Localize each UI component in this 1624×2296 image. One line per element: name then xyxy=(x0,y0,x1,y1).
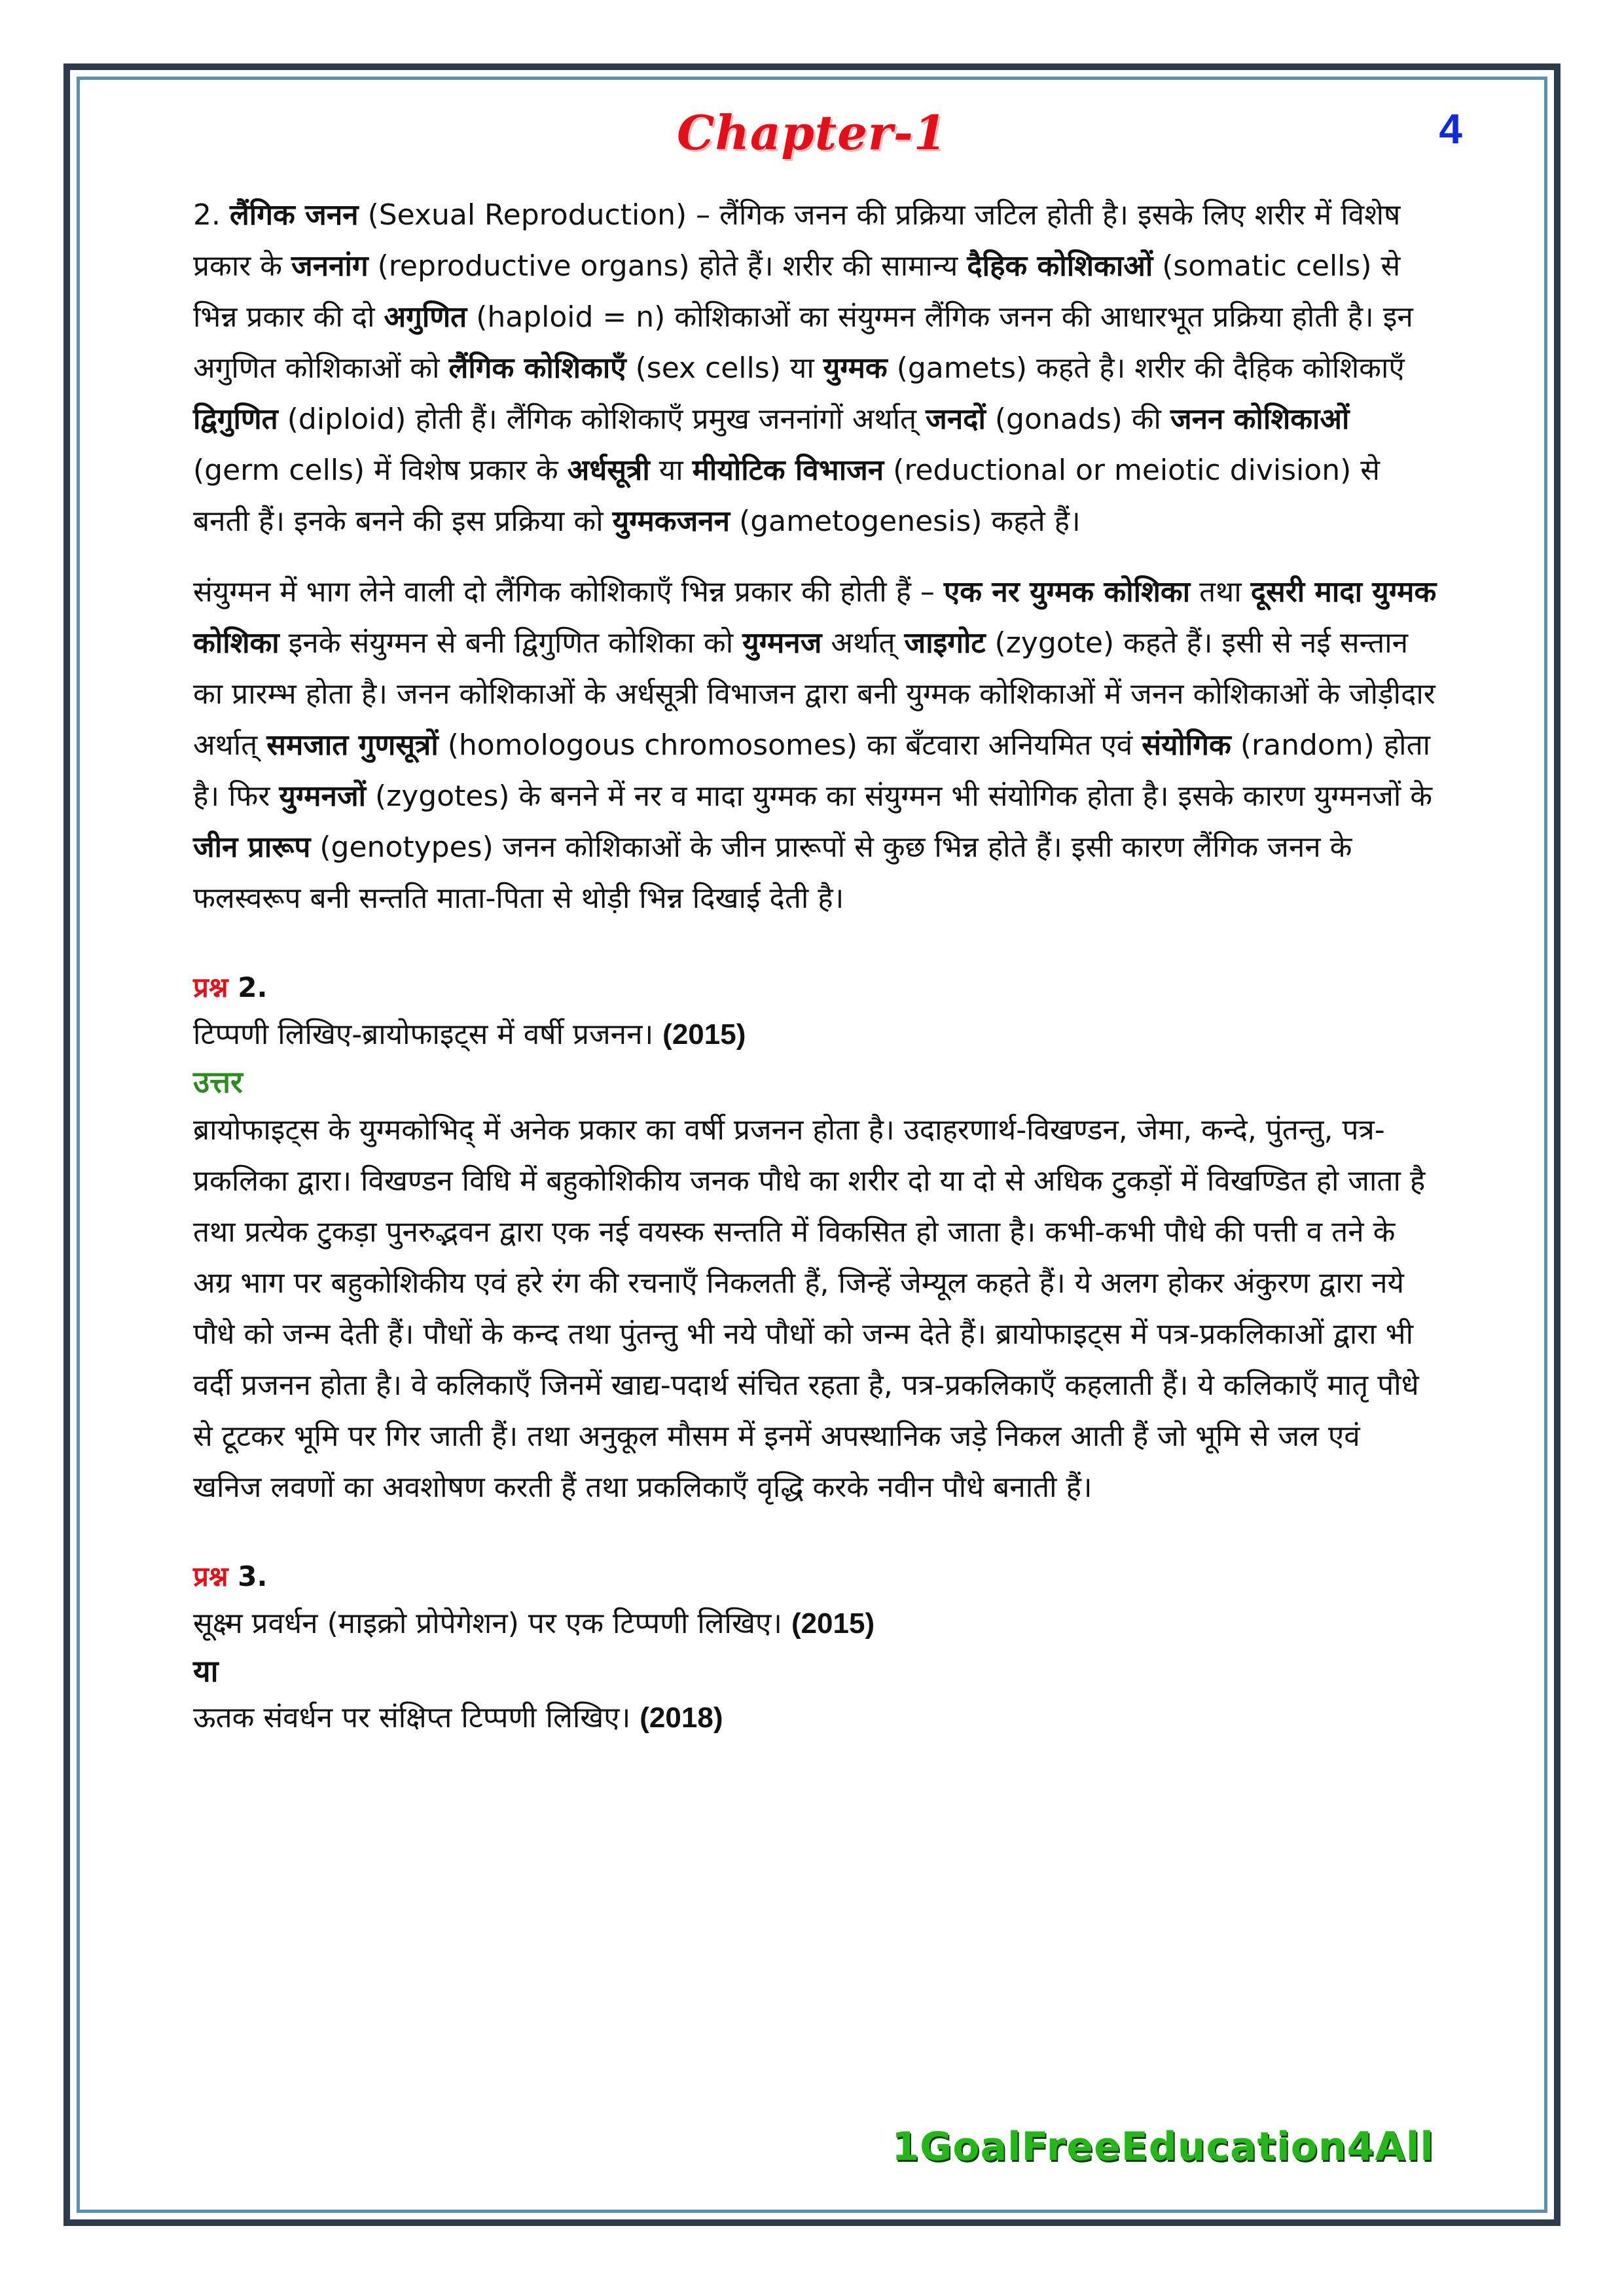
bold-term: संयोगिक xyxy=(1142,728,1231,762)
bold-term: जीन प्रारूप xyxy=(193,831,311,864)
text-segment: अर्थात् xyxy=(821,626,905,660)
bold-term: जाइगोट xyxy=(904,626,986,660)
question-3-label xyxy=(193,1554,1437,1600)
question-3-alt-text xyxy=(193,1694,1437,1742)
page-content xyxy=(193,190,1437,1742)
question-word: प्रश्न xyxy=(193,971,228,1003)
text-segment: इनके संयुग्मन से बनी द्विगुणित कोशिका को xyxy=(279,626,743,660)
bold-term: जनदों xyxy=(926,403,986,436)
bold-term: अर्धसूत्री xyxy=(567,454,650,487)
chapter-title: Chapter-1 xyxy=(677,105,947,160)
text-segment: (reductional or meiotic division) से बनती हैं। इनके बनने की इस प्रक्रिया को xyxy=(193,454,1380,538)
question-number: 3. xyxy=(228,1560,268,1592)
bold-term: जननांग xyxy=(291,249,369,283)
answer-2-paragraph: ब्रायोफाइट्स के युग्मकोभिद् में अनेक प्रकार का वर्षी प्रजनन होता है। उदाहरणार्थ-विखण्डन, जेमा, कन्दे, पुंतन्तु, पत्र-प्रकलिका द्वारा। विखण्डन विधि में बहुकोशिकीय जनक पौधे का शरीर दो या दो से अधिक टुकड़ों में विखण्डित हो जाता है तथा प्रत्येक टुकड़ा पुनरुद्भवन द्वारा एक नई वयस्क सन्तति में विकसित हो जाता है। कभी-कभी पौधे की पत्ती व तने के अग्र भाग पर बहुकोशिकीय एवं हरे रंग की रचनाएँ निकलती हैं, जिन्हें जेम्यूल कहते हैं। ये अलग होकर अंकुरण द्वारा नये पौधे को जन्म देती हैं। पौधों के कन्द तथा पुंतन्तु भी नये पौधों को जन्म देते हैं। ब्रायोफाइट्स में पत्र-प्रकलिकाओं द्वारा भी वर्दी प्रजनन होता है। वे कलिकाएँ जिनमें खाद्य-पदार्थ संचित रहता है, पत्र-प्रकलिकाएँ कहलाती हैं। ये कलिकाएँ मातृ पौधे से टूटकर भूमि पर गिर जाती हैं। तथा अनुकूल मौसम में इनमें अपस्थानिक जड़े निकल आती हैं जो भूमि से जल एवं खनिज लवणों का अवशोषण करती हैं तथा प्रकलिकाएँ वृद्धि करके नवीन पौधे बनाती हैं। xyxy=(193,1113,1426,1504)
question-2-text xyxy=(193,1011,1437,1059)
spacer xyxy=(193,547,1437,567)
text-segment: संयुग्मन में भाग लेने वाली दो लैंगिक कोशिकाएँ भिन्न प्रकार की होती हैं – xyxy=(193,575,944,609)
sexual-reproduction-paragraph xyxy=(193,190,1437,547)
bold-term: जनन कोशिकाओं xyxy=(1170,403,1350,436)
answer-label: उत्तर xyxy=(193,1064,243,1100)
bold-term: युग्मनज xyxy=(742,626,822,660)
page-number: 4 xyxy=(1439,105,1462,152)
bold-term: युग्मक xyxy=(823,351,888,385)
bold-term: दैहिक कोशिकाओं xyxy=(967,249,1153,283)
bold-term: मीयोटिक विभाजन xyxy=(692,454,884,487)
bold-term: युग्मकजनन xyxy=(612,505,731,538)
text-segment: (somatic cells) से भिन्न प्रकार की दो xyxy=(193,249,1401,334)
bold-term: द्विगुणित xyxy=(193,403,278,436)
spacer xyxy=(193,924,1437,965)
question-number: 2. xyxy=(228,971,268,1003)
bold-term: दूसरी मादा युग्मक कोशिका xyxy=(193,575,1437,660)
text-segment: या xyxy=(649,454,693,487)
text-segment: (Sexual Reproduction) – लैंगिक जनन की प्रक्रिया जटिल होती है। इसके लिए शरीर में विशेष प्रकार के xyxy=(193,198,1401,283)
text-segment: (zygote) कहते हैं। इसी से नई सन्तान का प्रारम्भ होता है। जनन कोशिकाओं के अर्धसूत्री विभाजन द्वारा बनी युग्मक कोशिकाओं में जनन कोशिकाओं के जोड़ीदार अर्थात् xyxy=(193,626,1435,762)
text-segment: (homologous chromosomes) का बँटवारा अनियमित एवं xyxy=(438,728,1142,762)
question-text: सूक्ष्म प्रवर्धन (माइक्रो प्रोपेगेशन) पर एक टिप्पणी लिखिए। xyxy=(193,1607,791,1640)
question-year: (2015) xyxy=(791,1607,875,1640)
question-year: (2018) xyxy=(640,1702,723,1734)
text-segment: (haploid = n) कोशिकाओं का संयुग्मन लैंगिक जनन की आधारभूत प्रक्रिया होती है। इन अगुणित कोशिकाओं को xyxy=(193,300,1413,385)
or-label: या xyxy=(193,1653,219,1689)
bold-term: युग्मनजों xyxy=(279,780,367,813)
text-segment: 2. xyxy=(193,198,230,232)
bold-term: एक नर युग्मक कोशिका xyxy=(943,575,1191,609)
question-year: (2015) xyxy=(662,1018,746,1050)
text-segment: (reproductive organs) होते हैं। शरीर की सामान्य xyxy=(368,249,967,283)
bold-term: लैंगिक कोशिकाएँ xyxy=(448,351,626,385)
text-segment: (sex cells) या xyxy=(626,351,823,385)
text-segment: (diploid) होती हैं। लैंगिक कोशिकाएँ प्रमुख जननांगों अर्थात् xyxy=(278,403,926,436)
text-segment: (germ cells) में विशेष प्रकार के xyxy=(193,454,568,487)
question-2-label xyxy=(193,965,1437,1011)
page-header xyxy=(77,98,1547,170)
footer-brand: 1GoalFreeEducation4All xyxy=(892,2124,1434,2170)
bold-term: समजात गुणसूत्रों xyxy=(266,728,439,762)
question-text: ऊतक संवर्धन पर संक्षिप्त टिप्पणी लिखिए। xyxy=(193,1701,640,1734)
bold-term: लैंगिक जनन xyxy=(229,198,359,232)
text-segment: (zygotes) के बनने में नर व मादा युग्मक का संयुग्मन भी संयोगिक होता है। इसके कारण युग्मनजों के xyxy=(366,780,1433,813)
text-segment: (gonads) की xyxy=(985,403,1170,436)
text-segment: (genotypes) जनन कोशिकाओं के जीन प्रारूपों से कुछ भिन्न होते हैं। इसी कारण लैंगिक जनन के फलस्वरूप बनी सन्तति माता-पिता से थोड़ी भिन्न दिखाई देती है। xyxy=(193,831,1352,915)
zygote-paragraph xyxy=(193,567,1437,924)
question-3-text xyxy=(193,1600,1437,1648)
question-text: टिप्पणी लिखिए-ब्रायोफाइट्स में वर्षी प्रजनन। xyxy=(193,1018,663,1051)
bold-term: अगुणित xyxy=(384,300,467,334)
text-segment: (random) होता है। फिर xyxy=(193,728,1431,813)
text-segment: (gamets) कहते है। शरीर की दैहिक कोशिकाएँ xyxy=(887,351,1405,385)
text-segment: तथा xyxy=(1190,575,1251,609)
spacer xyxy=(193,1513,1437,1554)
text-segment: (gametogenesis) कहते हैं। xyxy=(730,505,1081,538)
question-word: प्रश्न xyxy=(193,1560,228,1592)
